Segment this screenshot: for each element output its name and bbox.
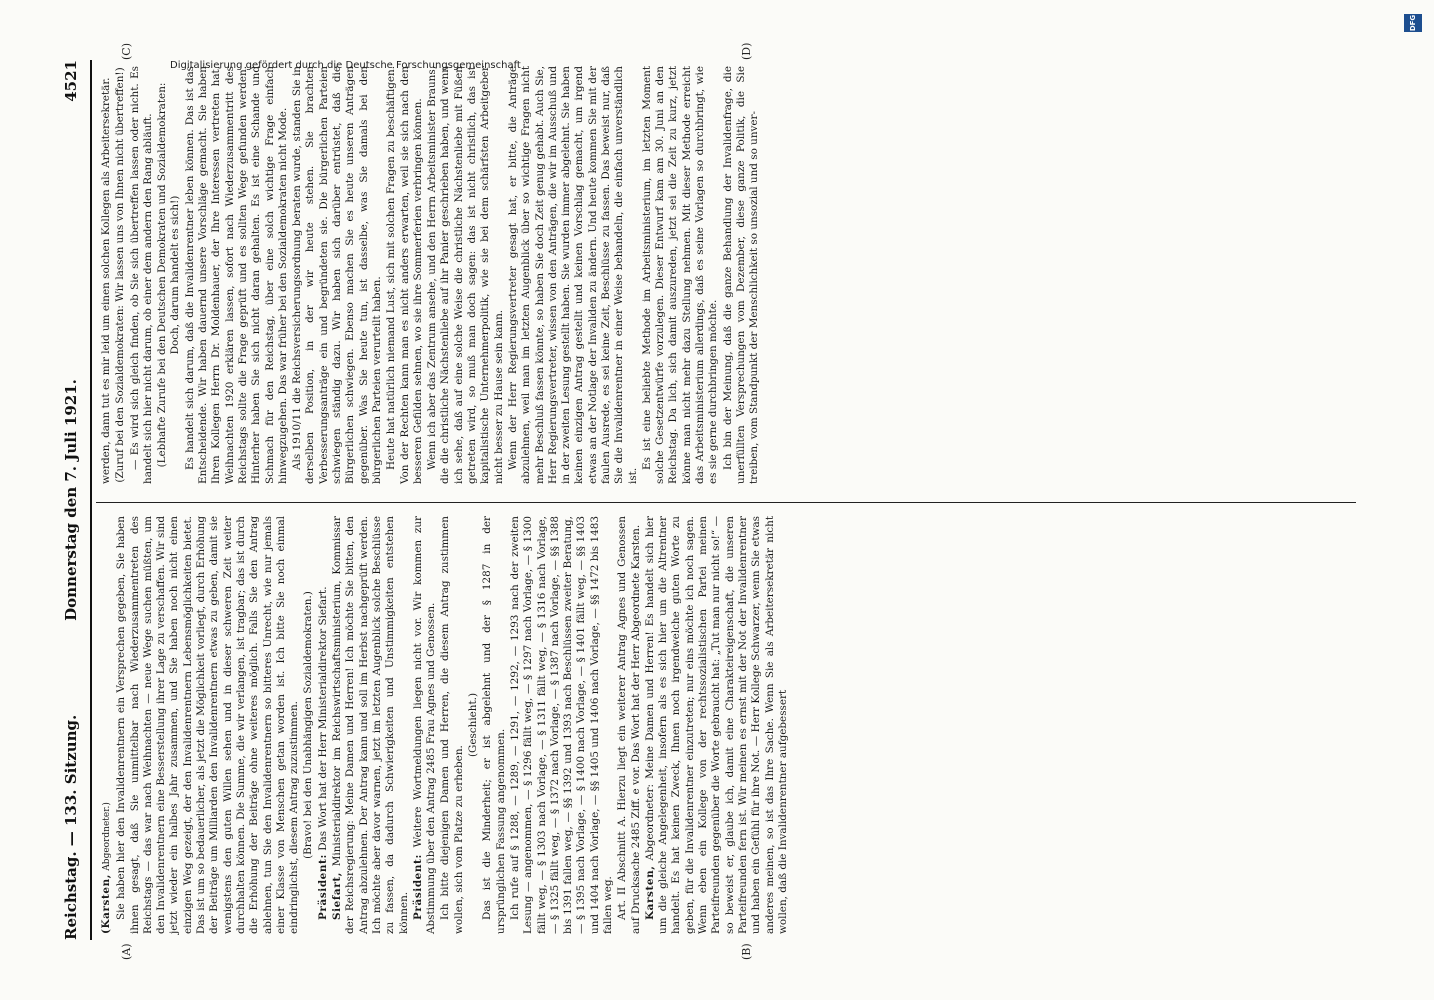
header-date: Donnerstag den 7. Juli 1921. [62,379,80,621]
reaction: (Geschieht.) [467,692,480,758]
paragraph: Ich rufe auf § 1288, — 1289, — 1291, — 1292, — 1293 nach der zweiten Lesung — angenommen, — § 1296 fällt weg, — § 1297 nach Vorlage, — § 1300 fällt weg, — § 1303 nach Vorlage, — § 1311 fällt weg, — § 1316 nach Vorlage, — § 1325 fällt weg, — § 1372 nach Vorlage, — § 1387 nach Vorlage, — §§ 1388 bis 1391 fallen weg, — §§ 1392 und 1393 nach Beschlüssen zweiter Beratung, — § 1395 nach Vorlage, — § 1400 nach Vorlage, — § 1401 fällt weg, — §§ 1403 und 1404 nach Vorlage, — §§ 1405 und 1406 nach Vorlage, — §§ 1472 bis 1483 fallen weg. [508,516,614,934]
paragraph: Siefart, Ministerialdirektor im Reichswirtschaftsministerium, Kommissar der Reichsregierung: Meine Damen und Herren! Ich möchte Sie bitten, den Antrag abzulehnen. Der Antrag kann und soll im Herbst nachgeprüft werden. Ich möchte aber davor warnen, jetzt im letzten Augenblick solche Beschlüsse zu fassen, da dadurch Schwierigkeiten und Unstimmigkeiten entstehen können. [331,516,410,934]
paragraph: Präsident: Das Wort hat der Herr Ministerialdirektor Siefart. [316,586,329,920]
speaker-name: Karsten, [643,865,656,920]
dfg-logo: DFG [1404,14,1422,32]
paragraph: Ich bin der Meinung, daß die ganze Behandlung der Invalidenfrage, die unerfüllten Versprechungen vom Dezember, diese ganze Politik, die Sie treiben, vom Standpunkt der Menschlichkeit so unsozial und so unver- [721,66,761,484]
paragraph: Präsident: Weitere Wortmeldungen liegen nicht vor. Wir kommen zur Abstimmung über den Antrag 2485 Frau Agnes und Genossen. [411,516,438,934]
speaker-name: Siefart, [331,872,344,920]
paragraph: Es handelt sich darum, daß die Invalidenrentner leben können. Das ist das Entscheidende. Wir haben dauernd unsere Vorschläge gemacht. Sie haben Ihren Kollegen Herrn Dr. Moldenhauer, der Ihre Interessen vertreten hat, Weihnachten 1920 erklären lassen, sofort nach Wiederzusammentritt des Reichstags sollte die Frage geprüft und es sollten Wege gefunden werden. Hinterher haben Sie sich nicht daran gehalten. Es ist eine Schande und Schmach für den Reichstag, über eine solch wichtige Frage einfach hinwegzugehen. Das war früher bei den Sozialdemokraten nicht Mode. [183,66,289,484]
reaction: (Bravo! bei den Unabhängigen Sozialdemokraten.) [302,591,315,859]
speaker-name: Präsident: [316,854,329,920]
margin-marker-b: (B) [740,943,753,960]
paragraph: Das ist die Minderheit; er ist abgelehnt und der § 1287 in der ursprünglichen Fassung angenommen. [481,516,507,934]
speaker-continuation: (Karsten, Abgeordneter.) [100,802,112,934]
paragraph: Karsten, Abgeordneter: Meine Damen und Herren! Es handelt sich hier um die gleiche Angelegenheit, insofern als es sich hier um die Altrentner handelt. Es hat keinen Zweck, Ihnen noch irgendwelche guten Worte zu geben, für die Invalidenrentner einzutreten; nur eins möchte ich noch sagen. Wenn eben ein Kollege von der rechtssozialistischen Partei meinen Parteifreunden gegenüber die Worte gebraucht hat: „Tut man nur nicht so!“ — so beweist er, glaube ich, damit eine Charakteireigenschaft, die unseren Parteifreunden fern ist. Wir meinen es ernst mit der Not der Invalidenrentner und haben ein Gefühl für ihre Not. — Herr Kollege Schwarzer, wenn Sie etwas anderes meinen, so ist das Ihre Sache. Wenn Sie als Arbeitersekretär nicht wollen, daß die Invalidenrentner aufgebessert [643,516,789,934]
paragraph: Als 1910/11 die Reichsversicherungsordnung beraten wurde, standen Sie in derselben Position, in der wir heute stehen. Sie brachten Verbesserungsanträge ein und begründeten sie. Die bürgerlichen Parteien schwiegen ständig dazu. Wir haben sich darüber entrüstet, daß die Bürgerlichen schwiegen. Ebenso machen Sie es heute unseren Anträgen gegenüber. Was Sie heute tun, ist dasselbe, was Sie damals bei den bürgerlichen Parteien verurteilt haben. [291,66,383,484]
margin-marker-d: (D) [740,42,753,60]
paragraph: Ich bitte diejenigen Damen und Herren, die diesem Antrag zustimmen wollen, sich vom Platze zu erheben. [439,516,465,934]
paragraph: werden, dann tut es mir leid um einen solchen Kollegen als Arbeitersekretär. [100,77,112,484]
column-divider [96,502,1356,503]
paragraph: Art. II Abschnitt A. Hierzu liegt ein weiterer Antrag Agnes und Genossen auf Drucksache 2485 Ziff. e vor. Das Wort hat der Herr Abgeordnete Karsten. [616,516,642,934]
reaction: (Zuruf bei den Sozialdemokraten: Wir lassen uns von Ihnen nicht übertreffen!) [114,67,127,483]
paragraph: Wenn ich aber das Zentrum ansehe, und den Herrn Arbeitsminister Brauns, die die christliche Nächstenliebe auf ihr Panier geschrieben haben, und wenn ich sehe, daß auf eine solche Weise die christliche Nächstenliebe mit Füßen getreten wird, so muß man doch sagen: das ist nicht christlich, das ist kapitalistische Unternehmerpolitik, wie sie bei dem schärfsten Arbeitgeber nicht besser zu Hause sein kann. [426,66,505,484]
paragraph: — Es wird sich gleich finden, ob Sie sich übertreffen lassen oder nicht. Es handelt sich hier nicht darum, ob einer dem andern den Rang abläuft. [128,66,154,484]
left-column [100,516,791,934]
page-number: 4521 [62,60,80,102]
paragraph: Sie haben hier den Invalidenrentnern ein Versprechen gegeben, Sie haben ihnen gesagt, daß Sie unmittelbar nach Wiederzusammentreten des Reichstags — das war nach Weihnachten — neue Wege suchen müßten, um den Invalidenrentnern eine Besserstellung ihrer Lage zu verschaffen. Wir sind jetzt wieder ein halbes Jahr zusammen, und Sie haben noch nicht einen einzigen Weg gezeigt, der den Invalidenrentnern Lebensmöglichkeiten bietet. Das ist um so bedauerlicher, als jetzt die Möglichkeit vorliegt, durch Erhöhung der Beiträge um Milliarden den Invalidenrentnern etwas zu geben, damit sie wenigstens den guten Willen sehen und in dieser schweren Zeit weiter durchhalten können. Die Summe, die wir verlangen, ist tragbar; das ist durch die Erhöhung der Beiträge ohne weiteres möglich. Falls Sie den Antrag ablehnen, tun Sie den Invalidenrentnern so bitteres Unrecht, wie nur jemals einer Klasse von Menschen getan worden ist. Ich bitte Sie noch einmal eindringlichst, diesem Antrag zuzustimmen. [115,516,301,934]
margin-marker-c: (C) [120,43,133,60]
page-header [60,60,92,940]
right-column [100,66,763,484]
digitization-credit: Digitalisierung gefördert durch die Deutsche Forschungsgemeinschaft [170,60,521,71]
margin-marker-a: (A) [120,943,133,960]
paragraph: Wenn der Herr Regierungsvertreter gesagt hat, er bitte, die Anträge abzulehnen, weil man im letzten Augenblick über so wichtige Fragen nicht mehr Beschluß fassen könnte, so haben Sie doch Zeit genug gehabt. Auch Sie, Herr Regierungsvertreter, wissen von den Anträgen, die wir im Ausschuß und in der zweiten Lesung gestellt haben. Sie wurden immer abgelehnt. Sie haben keinen einzigen Antrag gestellt und keinen Vorschlag gemacht, um irgend etwas an der Notlage der Invaliden zu ändern. Und heute kommen Sie mit der faulen Ausrede, es sei keine Zeit, Beschlüsse zu fassen. Das beweist nur, daß Sie die Invalidenrentner in einer Weise behandeln, die einfach unverständlich ist. [506,66,639,484]
paragraph: Heute hat natürlich niemand Lust, sich mit solchen Fragen zu beschäftigen. Von der Rechten kann man es nicht anders erwarten, weil sie sich nach den besseren Gefilden sehnen, wo sie ihre Sommerferien verbringen können. [385,66,424,484]
speaker-name: Präsident: [411,854,424,920]
header-left-title: Reichstag. — 133. Sitzung. [62,714,80,940]
paragraph: Es ist eine beliebte Methode im Arbeitsministerium, im letzten Moment solche Gesetzentwürfe vorzulegen. Dieser Entwurf kam am 30. Juni an den Reichstag. Da lich, sich damit auszureden, jetzt sei die Zeit zu kurz, jetzt könne man nicht mehr dazu Stellung nehmen. Mit dieser Methode erreicht das Arbeitsministerium allerdings, daß es seine Vorlagen so durchbringt, wie es sie gerne durchbringen möchte. [640,66,720,484]
reaction: (Lebhafte Zurufe bei den Deutschen Demokraten und Sozialdemokraten: Doch, darum handelt es sich!) [156,82,182,468]
